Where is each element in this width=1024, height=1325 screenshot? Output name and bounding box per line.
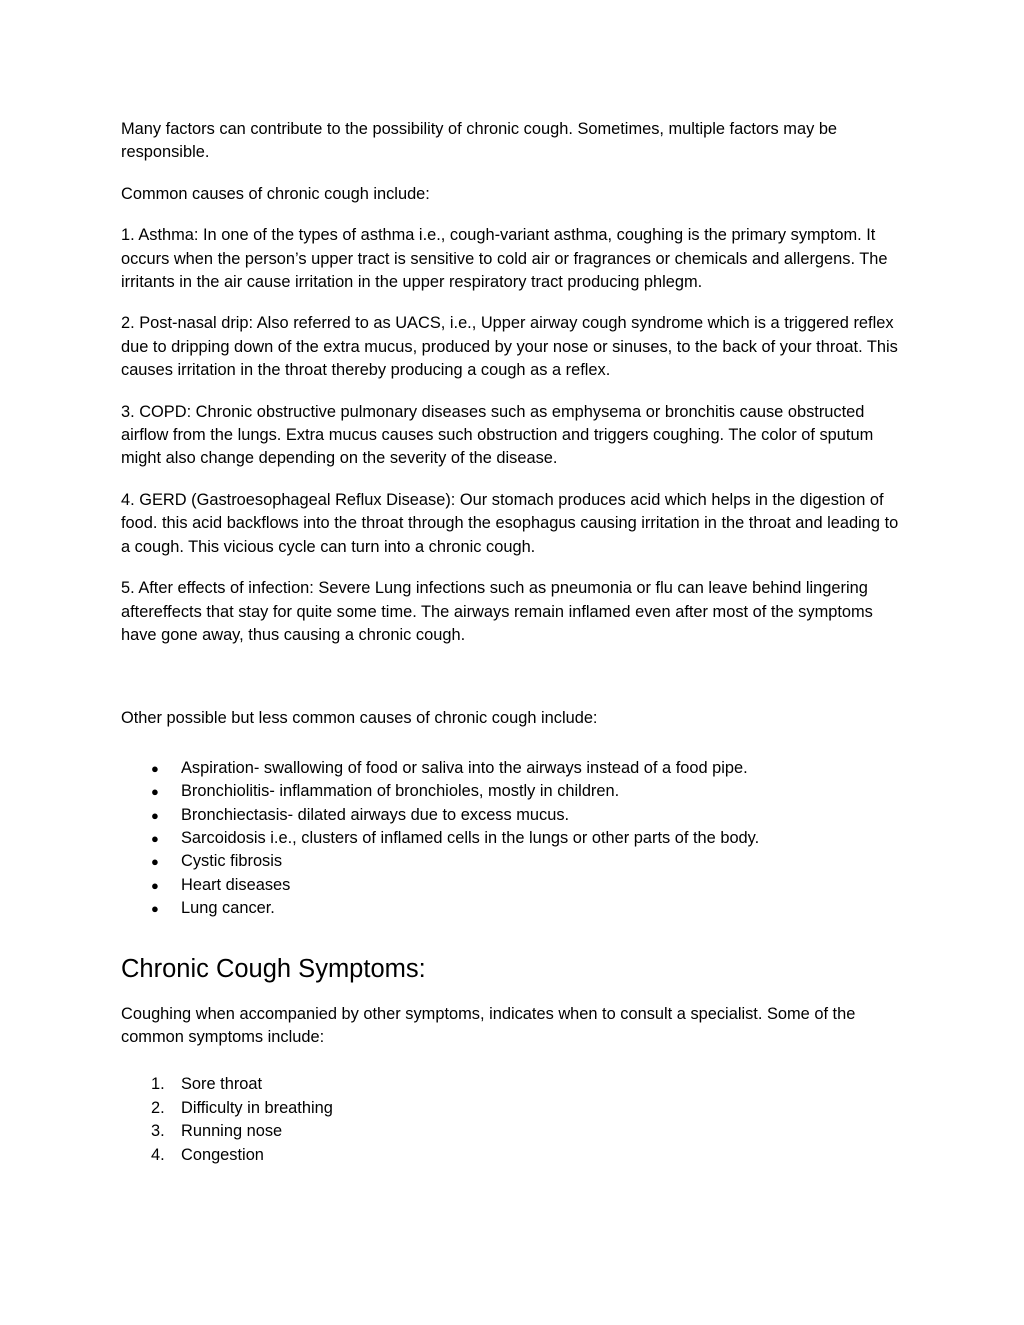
list-item-text: Heart diseases — [181, 875, 291, 894]
list-item — [121, 874, 911, 897]
symptoms-list — [121, 1073, 911, 1167]
list-item — [121, 1097, 911, 1120]
cause-infection-paragraph: 5. After effects of infection: Severe Lung infections such as pneumonia or flu can leave behind lingering aftereffects that stay for quite some time. The airways remain inflamed even after most of the symptoms have gone away, thus causing a chronic cough. — [121, 579, 873, 644]
list-item-text: Lung cancer. — [181, 899, 275, 918]
list-item-text: Cystic fibrosis — [181, 852, 283, 871]
list-item-text: Difficulty in breathing — [181, 1098, 333, 1117]
list-item — [121, 1120, 911, 1143]
list-item — [121, 804, 911, 827]
list-item — [121, 1073, 911, 1096]
list-number: 4. — [151, 1145, 165, 1164]
list-item-text: Sarcoidosis i.e., clusters of inflamed cells in the lungs or other parts of the body. — [181, 828, 760, 847]
cause-post-nasal-drip-paragraph: 2. Post-nasal drip: Also referred to as UACS, i.e., Upper airway cough syndrome which is a triggered reflex due to dripping down of the extra mucus, produced by your nose or sinuses, to the back of your throat. This causes irritation in the throat thereby producing a cough as a reflex. — [121, 314, 898, 380]
list-number: 2. — [151, 1098, 165, 1117]
symptoms-intro-paragraph: Coughing when accompanied by other symptoms, indicates when to consult a specialist. Some of the common symptoms include: — [121, 1004, 856, 1046]
list-item-text: Aspiration- swallowing of food or saliva into the airways instead of a food pipe. — [181, 758, 748, 777]
bullet-icon: ● — [151, 901, 159, 917]
list-item — [121, 897, 911, 920]
list-item — [121, 827, 911, 850]
cause-copd-paragraph: 3. COPD: Chronic obstructive pulmonary diseases such as emphysema or bronchitis cause obstructed airflow from the lungs. Extra mucus causes such obstruction and triggers coughing. The color of sputum might also change depending on the severity of the disease. — [121, 402, 874, 468]
list-number: 1. — [151, 1075, 165, 1094]
list-number: 3. — [151, 1122, 165, 1141]
document-page — [121, 118, 911, 1167]
list-item-text: Sore throat — [181, 1075, 263, 1094]
bullet-icon: ● — [151, 807, 159, 823]
cause-asthma-paragraph: 1. Asthma: In one of the types of asthma i.e., cough-variant asthma, coughing is the primary symptom. It occurs when the person’s upper tract is sensitive to cold air or fragrances or chemicals and allergens. The irritants in the air cause irritation in the upper respiratory tract producing phlegm. — [121, 226, 888, 292]
list-item — [121, 780, 911, 803]
list-item-text: Bronchiectasis- dilated airways due to excess mucus. — [181, 805, 570, 824]
bullet-icon: ● — [151, 760, 159, 776]
list-item — [121, 1144, 911, 1167]
bullet-icon: ● — [151, 854, 159, 870]
list-item-text: Bronchiolitis- inflammation of bronchioles, mostly in children. — [181, 782, 620, 801]
list-item-text: Running nose — [181, 1122, 283, 1141]
cause-gerd-paragraph: 4. GERD (Gastroesophageal Reflux Disease): Our stomach produces acid which helps in the digestion of food. this acid backflows into the throat through the esophagus causing irritation in the throat and leading to a cough. This vicious cycle can turn into a chronic cough. — [121, 490, 899, 556]
bullet-icon: ● — [151, 877, 159, 893]
less-common-causes-list — [121, 757, 911, 921]
bullet-icon: ● — [151, 830, 159, 846]
list-item — [121, 757, 911, 780]
intro-paragraph: Many factors can contribute to the possibility of chronic cough. Sometimes, multiple factors may be responsible. — [121, 120, 838, 162]
list-item — [121, 850, 911, 873]
less-common-causes-label: Other possible but less common causes of chronic cough include: — [121, 709, 598, 728]
symptoms-heading: Chronic Cough Symptoms: — [121, 954, 426, 983]
list-item-text: Congestion — [181, 1145, 264, 1164]
common-causes-label: Common causes of chronic cough include: — [121, 184, 430, 203]
bullet-icon: ● — [151, 784, 159, 800]
blank-line — [121, 665, 911, 707]
